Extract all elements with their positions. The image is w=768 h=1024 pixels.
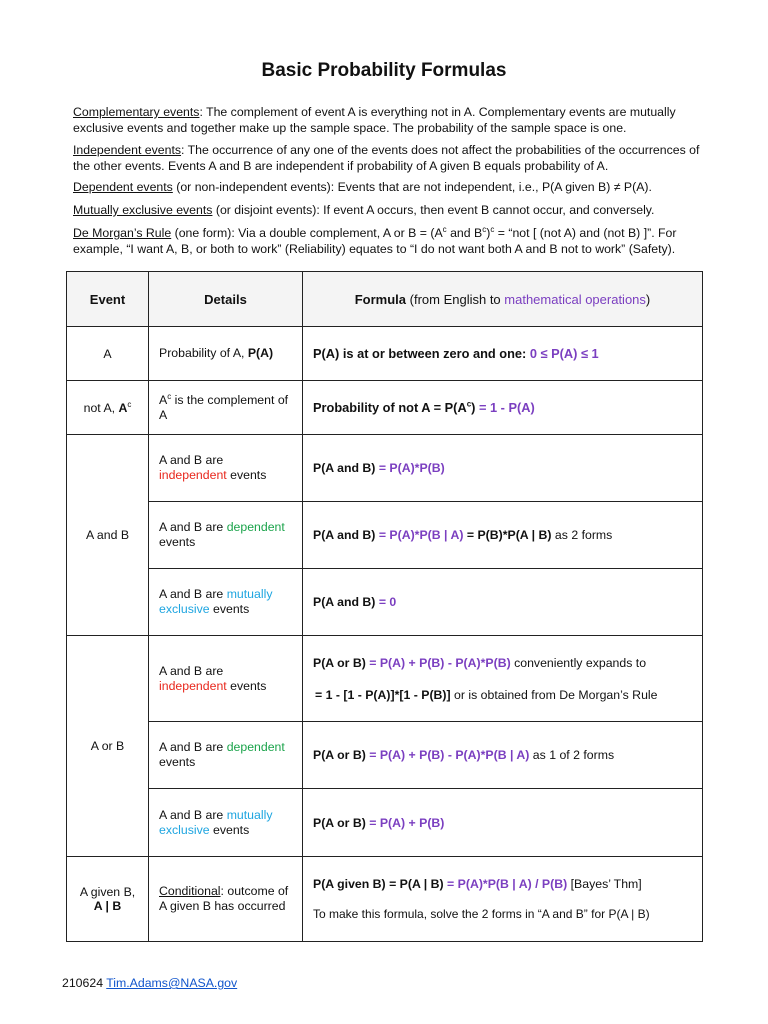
formula-given: [303, 857, 703, 942]
given-formula-a: P(A given B) = P(A | B): [313, 877, 448, 891]
formula-a: [303, 327, 703, 381]
event-a-given-b: [67, 857, 149, 942]
or-mut-prefix: A and B are: [159, 807, 227, 822]
and-ind-events: events: [230, 468, 267, 482]
conditional-term: Conditional: [159, 884, 221, 898]
dependent-text: (or non-independent events): Events that are not independent, i.e., P(A given B) ≠ P(A).: [172, 180, 652, 194]
and-mut-formula-a: P(A and B): [313, 595, 379, 609]
or-dep-word: dependent: [226, 740, 285, 754]
dependent-term: Dependent events: [73, 180, 173, 194]
and-ind-formula-a: P(A and B): [313, 461, 379, 475]
and-dep-events: events: [159, 535, 196, 549]
details-not-a-a: A: [159, 392, 168, 407]
details-and-mutually: [149, 569, 303, 636]
details-a-bold: P(A): [247, 346, 274, 360]
given-formula-d: To make this formula, solve the 2 forms in “A and B” for P(A | B): [313, 907, 650, 921]
event-not-a: [67, 381, 149, 435]
or-mut-formula-a: P(A or B): [313, 815, 370, 830]
header-formula-a: (from English to: [406, 291, 505, 307]
formula-not-a-text: Probability of not A = P(A: [313, 399, 467, 415]
and-mut-word: mutually: [226, 587, 273, 601]
given-formula-b: = P(A)*P(B | A) / P(B): [447, 877, 568, 891]
and-ind-word: independent: [159, 468, 227, 482]
header-details: Details: [149, 272, 303, 327]
details-not-a-sup: c: [167, 391, 172, 401]
dependent-definition: [73, 180, 713, 196]
formula-and-mutually: [303, 569, 703, 636]
table-row-a: [67, 327, 703, 381]
table-row-given: [67, 857, 703, 942]
header-formula-b: mathematical operations: [504, 291, 646, 307]
demorgan-text-a: (one form): Via a double complement, A or B = (A: [171, 226, 443, 240]
event-not-a-sup: c: [127, 399, 132, 409]
or-ind-formula-c: conveniently expands to: [510, 655, 647, 670]
demorgan-sup-3: c: [490, 224, 495, 234]
independent-text: : The occurrence of any one of the events does not affect the probabilities of the occurrences of the other events. Events A and B are independent if probability of A given B equals probability of A.: [73, 143, 700, 173]
or-dep-formula-b: = P(A) + P(B) - P(A)*P(B | A): [369, 748, 530, 762]
demorgan-text-d: = “not [ (not A) and (not B) ]”. For example, “I want A, B, or both to work” (Reliability) equates to “I do not want both A and B not to work” (Safety).: [73, 226, 677, 256]
header-formula-bold: Formula: [354, 291, 407, 307]
given-formula-c: [Bayes’ Thm]: [567, 877, 642, 891]
table-row-and-dependent: [67, 502, 703, 569]
or-ind-formula-b: = P(A) + P(B) - P(A)*P(B): [369, 655, 511, 670]
formula-a-math: 0 ≤ P(A) ≤ 1: [529, 345, 599, 361]
details-not-a-b: is the complement of A: [159, 392, 289, 422]
or-dep-events: events: [159, 755, 196, 769]
mutually-exclusive-term: Mutually exclusive events: [73, 203, 213, 217]
formula-and-dependent: [303, 502, 703, 569]
formula-or-dependent: [303, 722, 703, 789]
and-mut-formula-b: = 0: [378, 595, 397, 609]
demorgan-text-c: ): [486, 226, 491, 240]
independent-definition: [73, 143, 713, 174]
header-formula-c: ): [645, 291, 651, 307]
conditional-text: : outcome of A given B has occurred: [159, 884, 289, 913]
table-row-and-independent: [67, 435, 703, 502]
demorgan-sup-1: c: [442, 224, 447, 234]
or-dep-prefix: A and B are: [159, 740, 227, 754]
details-not-a: [149, 381, 303, 435]
table-header-row: [67, 272, 703, 327]
and-mut-events: events: [213, 602, 250, 616]
table-row-and-mutually: [67, 569, 703, 636]
table-row-or-dependent: [67, 722, 703, 789]
demorgan-sup-2: c: [482, 224, 487, 234]
and-dep-word: dependent: [226, 520, 285, 534]
page-title: Basic Probability Formulas: [261, 60, 507, 81]
or-mut-formula-b: = P(A) + P(B): [369, 815, 445, 830]
table-row-not-a: [67, 381, 703, 435]
event-a-and-b: A and B: [67, 435, 149, 636]
details-or-independent: [149, 636, 303, 722]
and-ind-formula-b: = P(A)*P(B): [378, 461, 445, 475]
table-row-or-independent: [67, 636, 703, 722]
demorgan-term: De Morgan’s Rule: [73, 226, 172, 240]
formula-not-a: [303, 381, 703, 435]
or-mut-word: mutually: [226, 807, 273, 822]
or-dep-formula-c: as 1 of 2 forms: [529, 748, 615, 762]
table-row-or-mutually: [67, 789, 703, 857]
event-not-a-text: not A,: [83, 400, 119, 415]
event-given-b: A | B: [93, 899, 122, 913]
formula-not-a-sup: c: [466, 399, 472, 409]
and-dep-formula-a: P(A and B): [313, 528, 379, 542]
header-event: Event: [67, 272, 149, 327]
details-and-independent: [149, 435, 303, 502]
demorgan-definition: [73, 226, 713, 257]
probability-formulas-table: [66, 271, 703, 942]
or-ind-formula-e: or is obtained from De Morgan’s Rule: [450, 687, 658, 702]
or-ind-events: events: [230, 678, 267, 693]
formula-or-independent: [303, 636, 703, 722]
header-formula: [303, 272, 703, 327]
demorgan-text-b: and B: [446, 226, 483, 240]
or-dep-formula-a: P(A or B): [313, 748, 370, 762]
details-and-dependent: [149, 502, 303, 569]
or-mut-events: events: [213, 822, 250, 837]
details-a: [149, 327, 303, 381]
or-mut-exclusive: exclusive: [159, 822, 210, 837]
and-mut-exclusive: exclusive: [159, 602, 210, 616]
footer-email-link[interactable]: Tim.Adams@NASA.gov: [106, 976, 238, 990]
event-given-a: A given B,: [79, 885, 136, 899]
and-dep-formula-d: as 2 forms: [551, 528, 613, 542]
formula-a-text: P(A) is at or between zero and one:: [313, 345, 530, 361]
and-ind-prefix: A and B are: [159, 453, 224, 467]
or-ind-word: independent: [159, 678, 227, 693]
complementary-text: : The complement of event A is everything not in A. Complementary events are mutually exclusive events and together make up the sample space. The probability of the sample space is one.: [73, 105, 676, 135]
footer: [62, 976, 237, 990]
and-mut-prefix: A and B are: [159, 587, 227, 601]
details-given: [149, 857, 303, 942]
and-dep-formula-b: = P(A)*P(B | A): [378, 528, 467, 542]
footer-code: 210624: [62, 976, 107, 990]
formula-or-mutually: [303, 789, 703, 857]
complementary-term: Complementary events: [73, 105, 200, 119]
mutually-exclusive-definition: [73, 203, 713, 219]
or-ind-formula-d: = 1 - [1 - P(A)]*[1 - P(B)]: [315, 687, 451, 702]
event-a: A: [67, 327, 149, 381]
formula-not-a-close: ): [471, 399, 479, 415]
and-dep-formula-c: = P(B)*P(A | B): [466, 528, 552, 542]
or-ind-formula-a: P(A or B): [313, 655, 370, 670]
event-a-or-b: A or B: [67, 636, 149, 857]
mutually-exclusive-text: (or disjoint events): If event A occurs, then event B cannot occur, and conversely.: [212, 203, 655, 217]
formula-not-a-math: = 1 - P(A): [478, 399, 535, 415]
event-not-a-bold: A: [118, 400, 128, 415]
details-or-dependent: [149, 722, 303, 789]
complementary-definition: [73, 105, 713, 136]
independent-term: Independent events: [73, 143, 182, 157]
or-ind-prefix: A and B are: [159, 663, 224, 678]
details-a-text: Probability of A,: [159, 346, 248, 360]
formula-and-independent: [303, 435, 703, 502]
and-dep-prefix: A and B are: [159, 520, 227, 534]
details-or-mutually: [149, 789, 303, 857]
